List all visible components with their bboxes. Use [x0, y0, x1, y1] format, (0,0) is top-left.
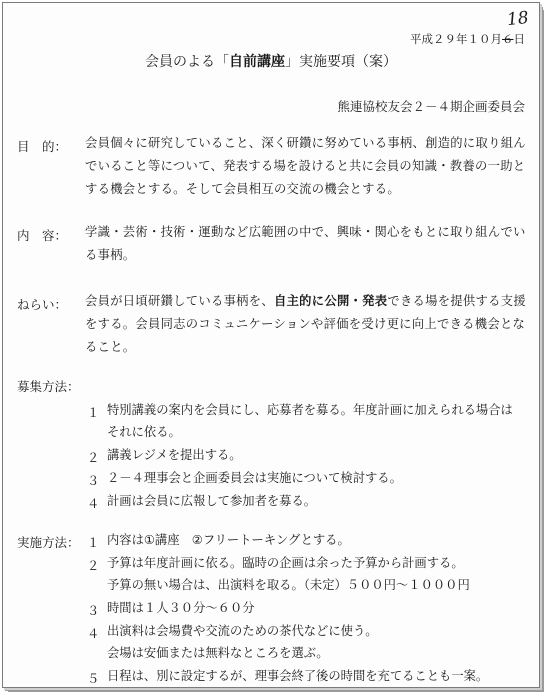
- recruit-item-number: ４: [87, 497, 100, 511]
- recruit-item-text: 講義レジメを提出する。: [107, 448, 242, 462]
- recruit-item-number: ２: [87, 451, 100, 465]
- method-item-number: ５: [87, 672, 100, 686]
- recruit-label: 募集方法：: [17, 379, 80, 394]
- method-item-text: 会場は安価または無料なところを選ぶ。: [107, 646, 329, 660]
- aim-label: ねらい：: [17, 297, 68, 312]
- content-text: 学識・芸術・技術・運動など広範囲の中で、興味・関心をもとに取り組んでいる事柄。: [85, 225, 526, 262]
- document-page: [2, 2, 540, 688]
- recruit-item-text: それに依る。: [107, 425, 181, 439]
- recruit-item-number: １: [87, 406, 100, 420]
- recruit-item-text: 計画は会員に広報して参加者を募る。: [107, 494, 317, 508]
- aim-text: 会員が日頃研鑽している事柄を、自主的に公開・発表できる場を提供する支援をする。会員同志のコミュニケーションや評価を受け更に向上できる機会となること。: [85, 294, 526, 354]
- recruit-item-number: ３: [87, 474, 100, 488]
- purpose-text: 会員個々に研究していること、深く研鑽に努めている事柄、創造的に取り組んでいること等について、発表する場を設けると共に会員の知識・教養の一助とする機会とする。そして会員相互の交流の機会とする。: [85, 136, 526, 196]
- method-item-text: 出演料は会場費や交流のための茶代などに使う。: [107, 624, 378, 638]
- method-item-text: 日程は、別に設定するが、理事会終了後の時間を充てることも一案。: [107, 669, 489, 683]
- method-item-number: ２: [87, 559, 100, 573]
- organization-name: 熊連協校友会２－４期企画委員会: [337, 99, 525, 114]
- method-item-text: 時間は１人３０分～６０分: [107, 601, 255, 615]
- method-item-text: 予算は年度計画に依る。臨時の企画は余った予算から計画する。: [107, 556, 464, 570]
- content-label: 内 容：: [17, 228, 68, 243]
- handwritten-page-number: 18: [506, 7, 530, 31]
- method-item-number: １: [87, 536, 100, 550]
- method-item-text: 予算の無い場合は、出演料を取る。（未定）５００円～１０００円: [107, 578, 470, 592]
- struck-day: ６: [502, 32, 514, 46]
- recruit-item-text: 特別講義の案内を会員にし、応募者を募る。年度計画に加えられる場合は: [107, 403, 513, 417]
- method-item-text: 内容は①講座 ②フリートーキングとする。: [107, 533, 350, 547]
- purpose-label: 目 的：: [17, 139, 68, 154]
- method-item-number: ４: [87, 627, 100, 641]
- document-title: 会員のよる「自前講座」実施要項（案）: [145, 54, 397, 70]
- method-item-number: ３: [87, 604, 100, 618]
- method-label: 実施方法：: [17, 535, 80, 550]
- document-date: 平成２９年１０月６日: [410, 32, 525, 46]
- recruit-item-text: ２－４理事会と企画委員会は実施について検討する。: [107, 471, 402, 485]
